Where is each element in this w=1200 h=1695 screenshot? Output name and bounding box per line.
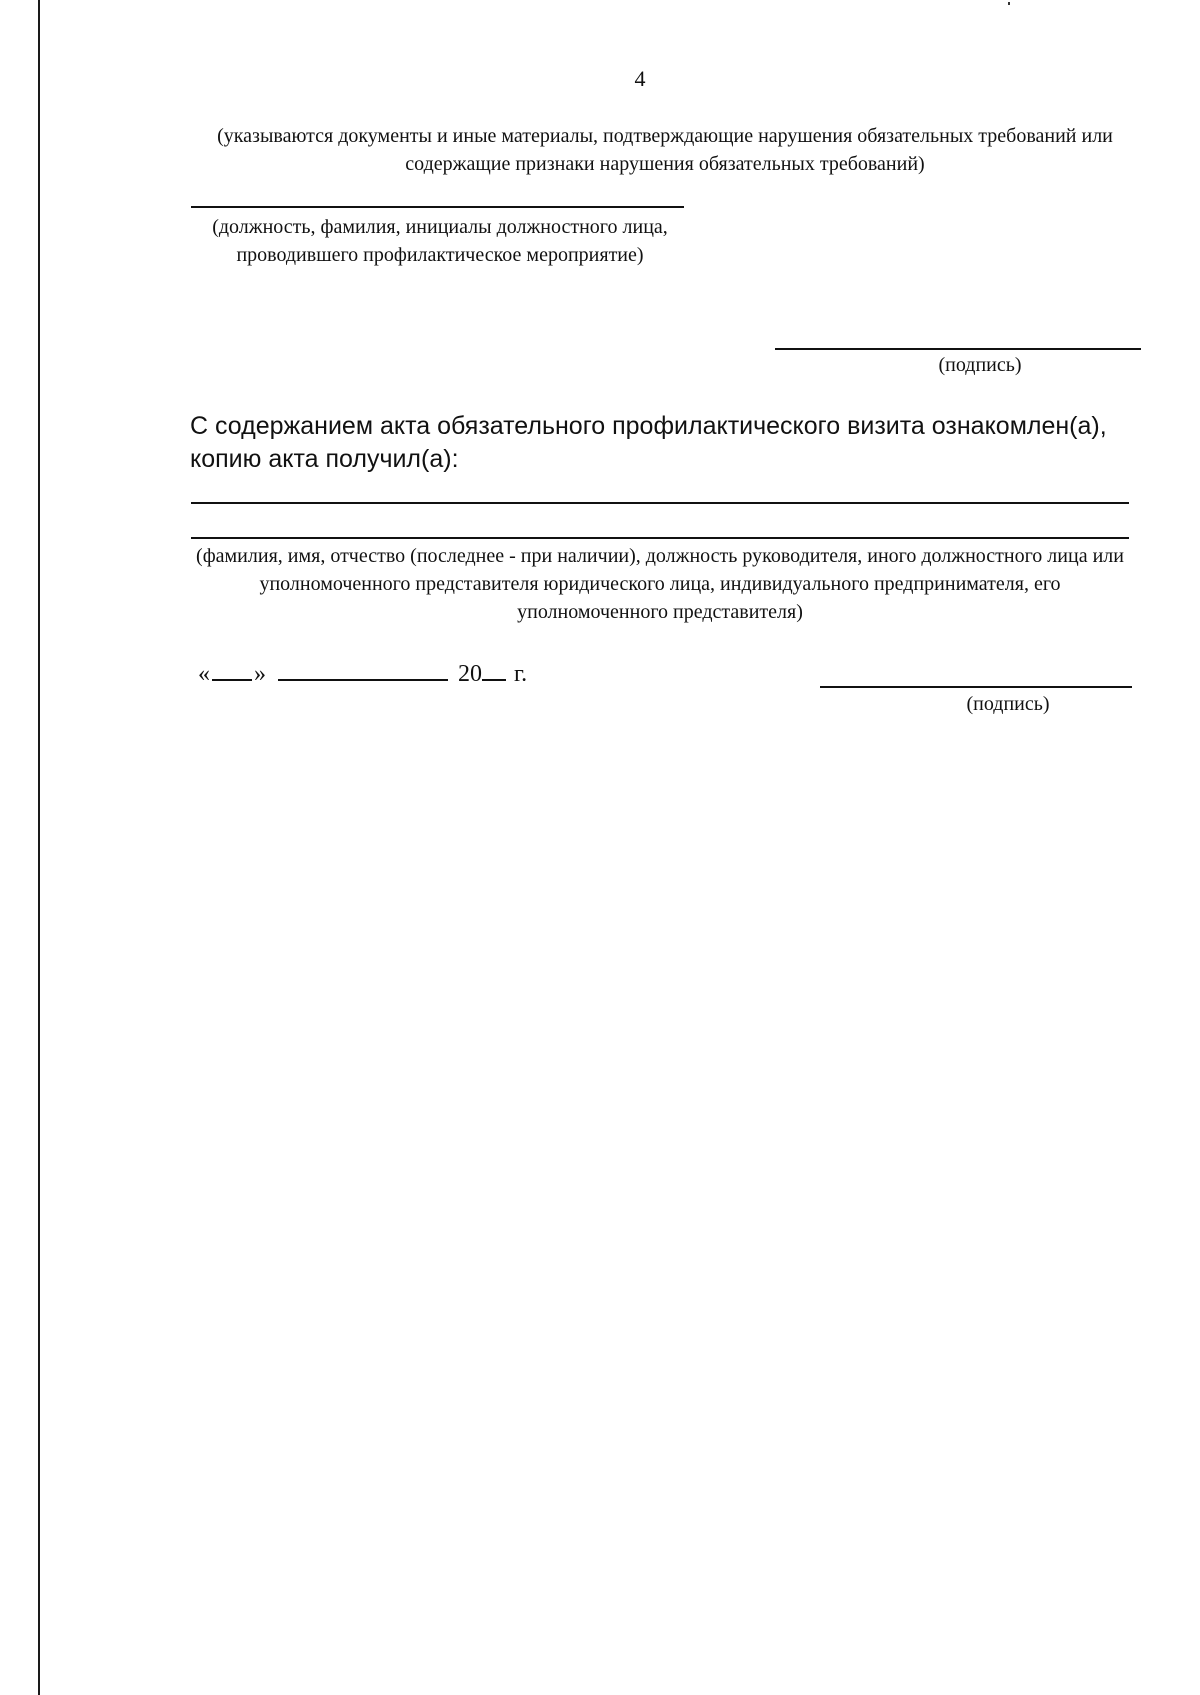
scan-speck	[1008, 2, 1010, 5]
person-note: (фамилия, имя, отчество (последнее - при наличии), должность руководителя, иного должностного лица или уполномоченного представителя юридического лица, индивидуального предпринимателя, его уполномоченного представителя)	[196, 545, 1124, 623]
date-year-blank	[482, 657, 506, 681]
date-field	[198, 657, 527, 688]
date-day-blank	[212, 657, 252, 681]
date-year-suffix: г.	[514, 661, 528, 687]
signature-label-1: (подпись)	[938, 354, 1022, 376]
page-number: 4	[634, 66, 646, 91]
official-signature-line	[191, 206, 684, 208]
date-open-quote: «	[198, 661, 210, 687]
signature-line-1	[775, 348, 1141, 350]
signature-line-2	[820, 686, 1132, 688]
official-note: (должность, фамилия, инициалы должностного лица, проводившего профилактическое мероприятие)	[212, 216, 668, 266]
documents-note: (указываются документы и иные материалы, подтверждающие нарушения обязательных требований или содержащие признаки нарушения обязательных требований)	[217, 125, 1113, 175]
acknowledgement-text: С содержанием акта обязательного профилактического визита ознакомлен(а), копию акта получил(а):	[190, 412, 1107, 473]
date-month-blank	[278, 657, 448, 681]
person-name-line-2	[191, 537, 1129, 539]
signature-label-2: (подпись)	[966, 693, 1050, 715]
date-close-quote: »	[254, 661, 266, 687]
page-margin-line	[38, 0, 40, 1695]
person-name-line-1	[191, 502, 1129, 504]
date-year-prefix: 20	[458, 661, 482, 687]
